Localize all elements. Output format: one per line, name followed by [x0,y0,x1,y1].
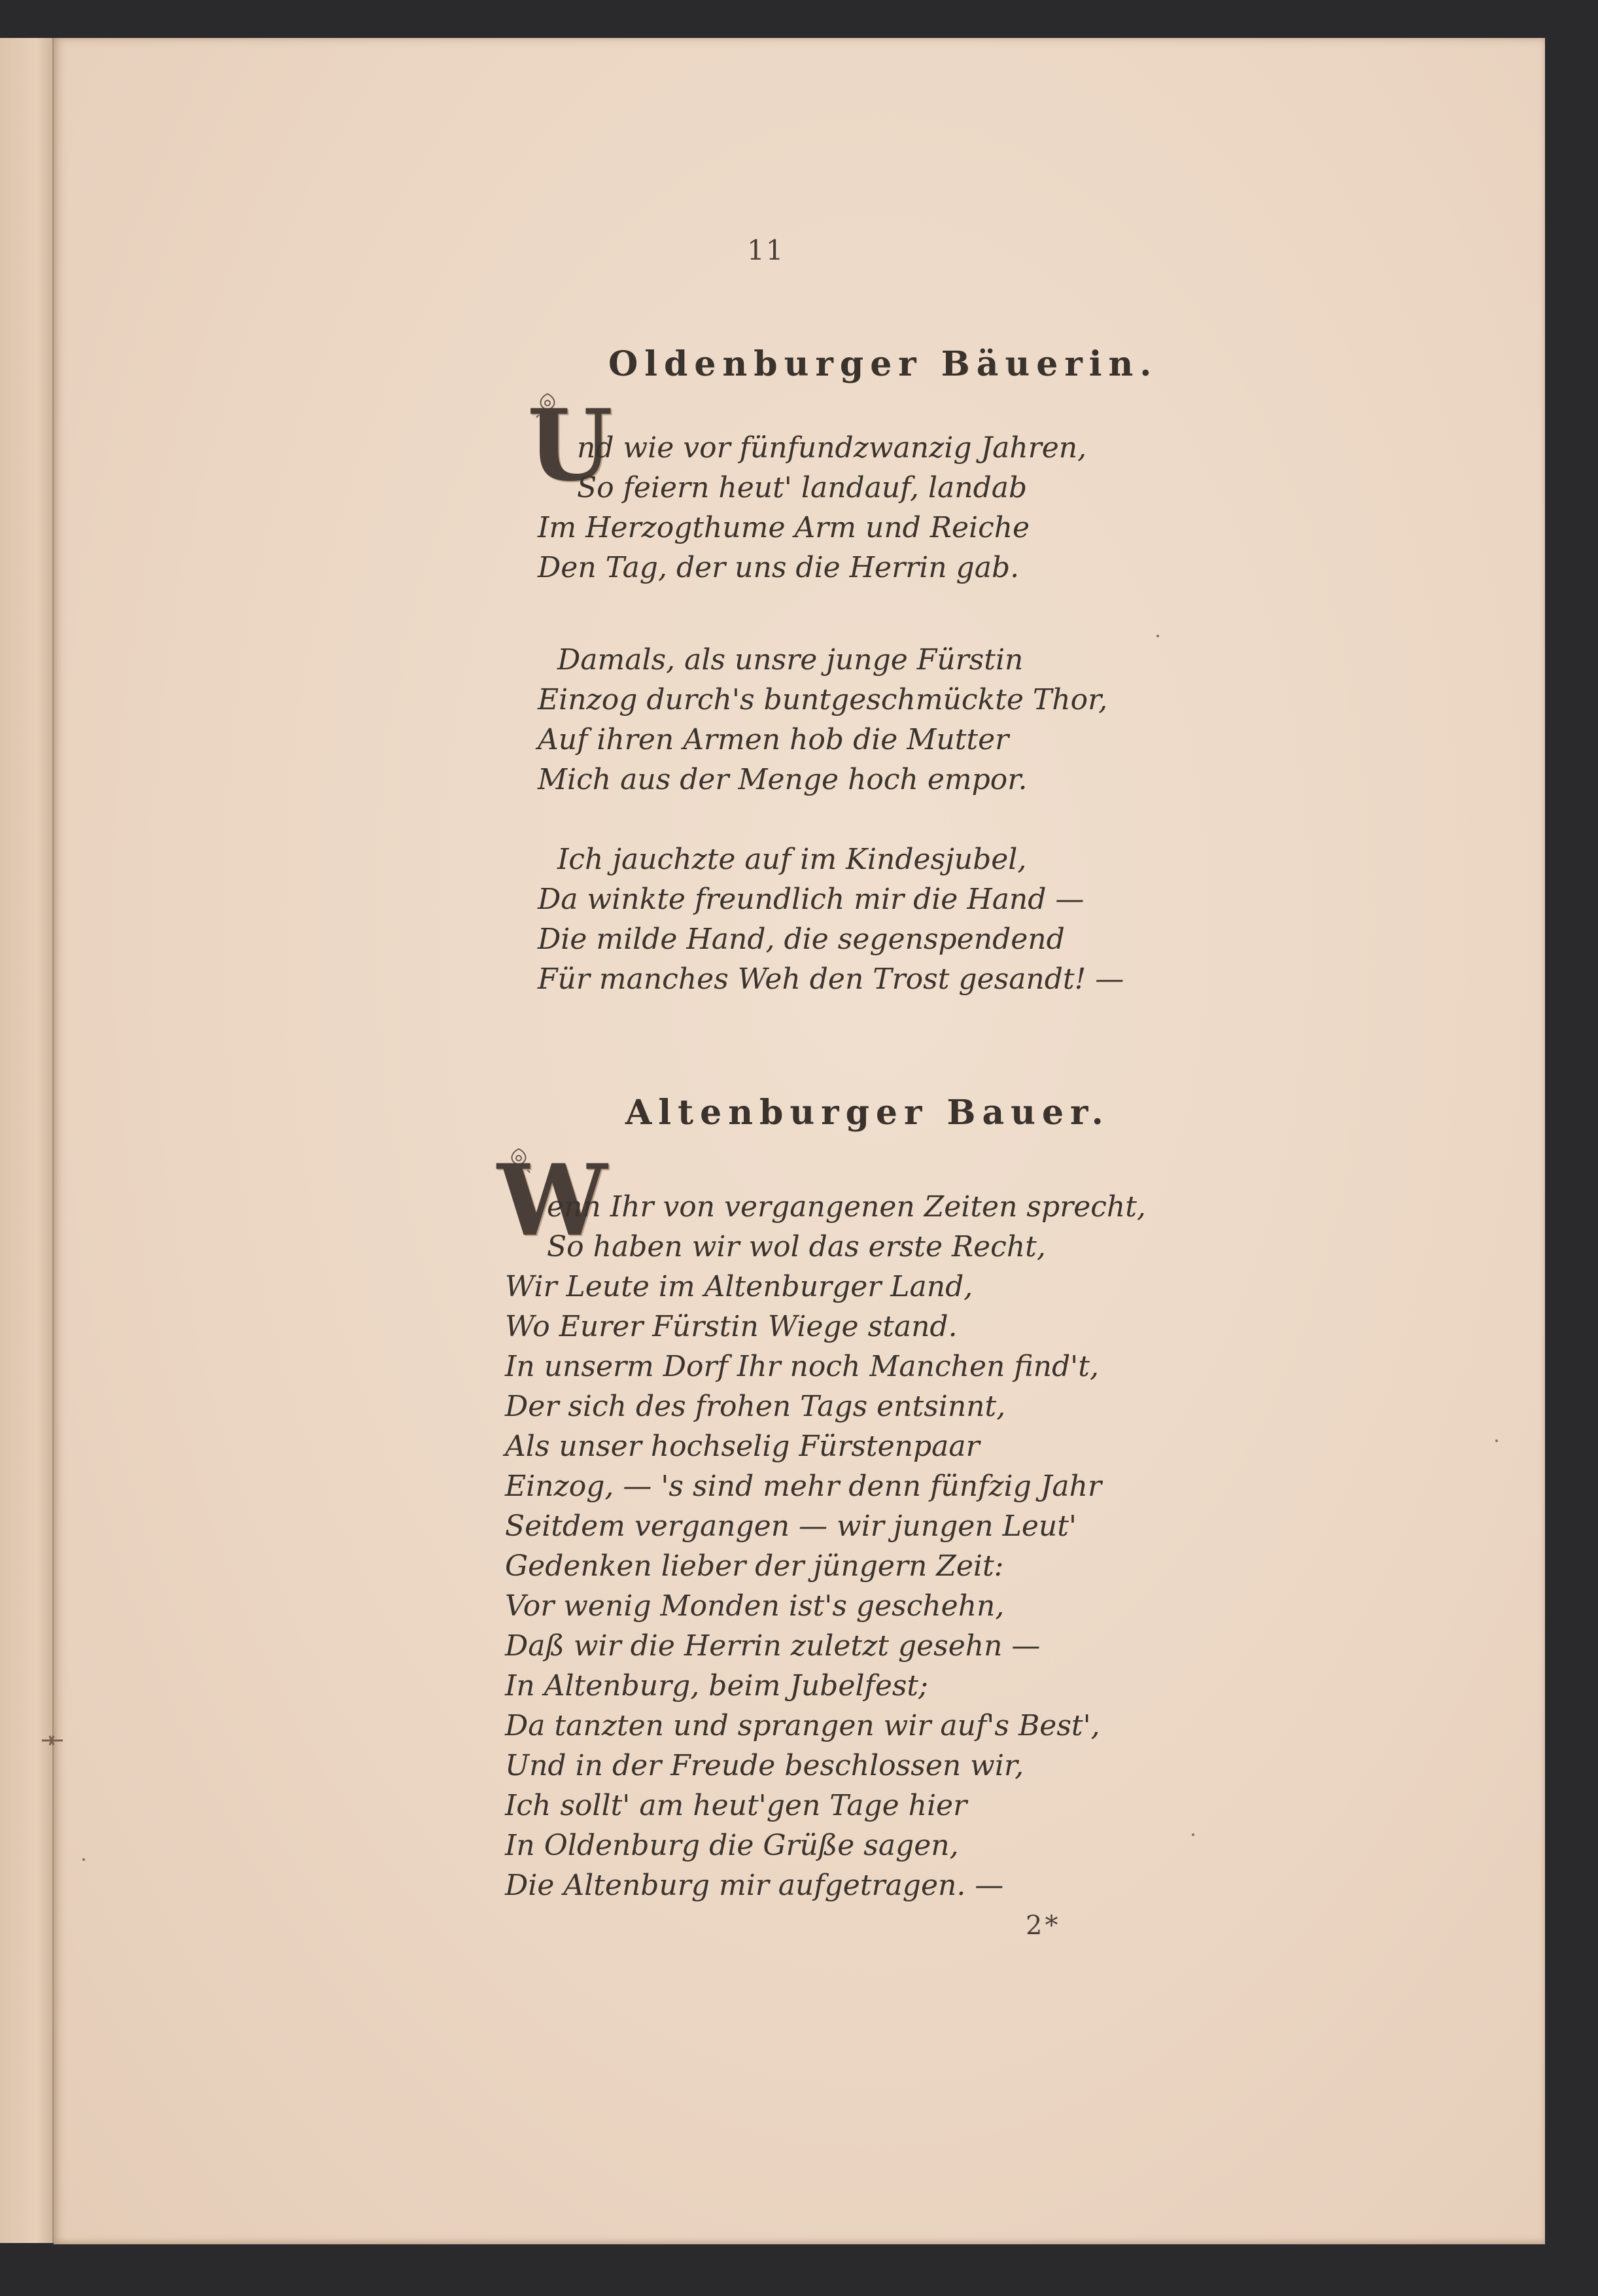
page-number: 11 [747,234,785,266]
verse-line: In Altenburg, beim Jubelfest; [505,1669,928,1703]
stanza-4 [505,1187,1146,1905]
verse-line: Seitdem vergangen — wir jungen Leut' [505,1510,1077,1543]
verse-line: Im Herzogthume Arm und Reiche [538,511,1030,544]
verse-line: Die milde Hand, die segenspendend [538,923,1065,956]
verse-line: Den Tag, der uns die Herrin gab. [538,551,1020,584]
verse-line: Vor wenig Monden ist's geschehn, [505,1589,1005,1623]
verse-line: Der sich des frohen Tags entsinnt, [505,1390,1006,1423]
verse-line: Da winkte freundlich mir die Hand — [538,883,1085,916]
verse-line: Als unser hochselig Fürstenpaar [505,1430,980,1463]
verse-line: In Oldenburg die Grüße sagen, [505,1829,959,1862]
verse-line: Auf ihren Armen hob die Mutter [538,723,1009,756]
verse-line: Daß wir die Herrin zuletzt gesehn — [505,1629,1041,1663]
dropcap-w: W [497,1143,608,1258]
book-page [54,38,1545,2244]
paper-speck [1192,1833,1194,1836]
verse-line: So haben wir wol das erste Recht, [547,1230,1046,1263]
poem-title-altenburger: Altenburger Bauer. [625,1093,1110,1133]
verse-line: Und in der Freude beschlossen wir, [505,1749,1024,1782]
signature-mark: 2* [1026,1911,1061,1941]
stanza-3 [538,839,1124,999]
verse-line: Ich sollt' am heut'gen Tage hier [505,1789,967,1822]
verse-line: So feiern heut' landauf, landab [577,471,1028,504]
verse-line: Wir Leute im Altenburger Land, [505,1270,973,1303]
previous-page-edge [0,38,54,2243]
paper-speck [1156,635,1159,637]
verse-line: Einzog, — 's sind mehr denn fünfzig Jahr [505,1470,1102,1503]
poem-title-oldenburger: Oldenburger Bäuerin. [608,344,1158,384]
verse-line: Ich jauchzte auf im Kindesjubel, [557,843,1027,876]
binding-thread-icon [41,1734,64,1747]
verse-line: enn Ihr von vergangenen Zeiten sprecht, [547,1190,1146,1224]
verse-line: Wo Eurer Fürstin Wiege stand. [505,1310,958,1343]
stanza-1 [538,428,1086,588]
verse-line: Damals, als unsre junge Fürstin [557,643,1024,677]
paper-speck [82,1858,85,1861]
verse-line: nd wie vor fünfundzwanzig Jahren, [577,431,1087,465]
stanza-2 [538,640,1107,800]
verse-line: Mich aus der Menge hoch empor. [538,763,1028,796]
verse-line: Für manches Weh den Trost gesandt! — [538,963,1124,996]
verse-line: In unserm Dorf Ihr noch Manchen find't, [505,1350,1099,1383]
verse-line: Da tanzten und sprangen wir auf's Best', [505,1709,1100,1742]
verse-line: Die Altenburg mir aufgetragen. — [505,1869,1004,1902]
dropcap-u: U [527,388,613,503]
paper-speck [1495,1439,1498,1442]
verse-line: Einzog durch's buntgeschmückte Thor, [538,683,1108,716]
verse-line: Gedenken lieber der jüngern Zeit: [505,1549,1004,1583]
